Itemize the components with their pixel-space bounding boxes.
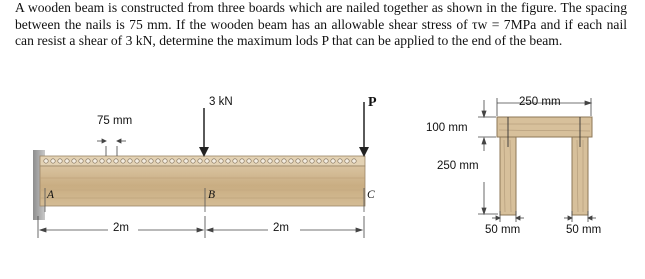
nail-head (191, 159, 195, 163)
nail-head (163, 159, 167, 163)
nail-head (219, 159, 223, 163)
nail-head (352, 159, 356, 163)
nail-head (86, 159, 90, 163)
nail-head (79, 159, 83, 163)
section-web-left-label: 50 mm (485, 224, 521, 236)
nail-head (135, 159, 139, 163)
nail-head (72, 159, 76, 163)
wooden-beam (40, 156, 365, 206)
nail-head (142, 159, 146, 163)
point-a-label: A (47, 189, 55, 201)
load-p-label: P (368, 95, 377, 110)
point-b-label: B (208, 189, 216, 201)
nail-head (289, 159, 293, 163)
nail-head (226, 159, 230, 163)
nail-head (114, 159, 118, 163)
nail-head (303, 159, 307, 163)
nail-head (317, 159, 321, 163)
nail-head (107, 159, 111, 163)
nail-head (51, 159, 55, 163)
span-1-label: 2m (113, 222, 129, 234)
section-web-height-label: 250 mm (437, 160, 479, 172)
nail-head (282, 159, 286, 163)
nail-head (44, 159, 48, 163)
nail-head (247, 159, 251, 163)
nail-head (310, 159, 314, 163)
nail-spacing-dimension (97, 139, 126, 156)
nail-head (205, 159, 209, 163)
nail-head (261, 159, 265, 163)
nail-head (254, 159, 258, 163)
nail-head (324, 159, 328, 163)
nail-head (149, 159, 153, 163)
nail-head (100, 159, 104, 163)
nail-head (128, 159, 132, 163)
nail-spacing-label: 75 mm (97, 115, 133, 127)
nail-head (198, 159, 202, 163)
nail-head (331, 159, 335, 163)
nail-head (338, 159, 342, 163)
nail-head (268, 159, 272, 163)
point-c-label: C (367, 189, 375, 201)
section-top-width-label: 250 mm (519, 96, 561, 108)
nail-head (58, 159, 62, 163)
nail-head (275, 159, 279, 163)
nail-head (233, 159, 237, 163)
span-2-label: 2m (273, 222, 289, 234)
span-dimension (38, 216, 364, 238)
load-3kn-label: 3 kN (209, 96, 233, 108)
section-web-right-label: 50 mm (566, 224, 602, 236)
nail-head (177, 159, 181, 163)
nail-head (170, 159, 174, 163)
nail-head (212, 159, 216, 163)
nail-head (184, 159, 188, 163)
nail-head (296, 159, 300, 163)
nail-head (345, 159, 349, 163)
problem-text: A wooden beam is constructed from three boards which are nailed together as shown in the figure. The spacing between the nails is 75 mm. If the wooden beam has an allowable shear stress of τw = 7MPa and if each nail can resist a shear of 3 kN, determine the maximum lods P that can be applied to the end of the beam. (15, 0, 627, 48)
nail-head (121, 159, 125, 163)
nail-head (65, 159, 69, 163)
section-flange-label: 100 mm (426, 122, 468, 134)
load-3kn-arrow (199, 108, 209, 157)
nail-head (93, 159, 97, 163)
nail-head (240, 159, 244, 163)
nail-head (156, 159, 160, 163)
